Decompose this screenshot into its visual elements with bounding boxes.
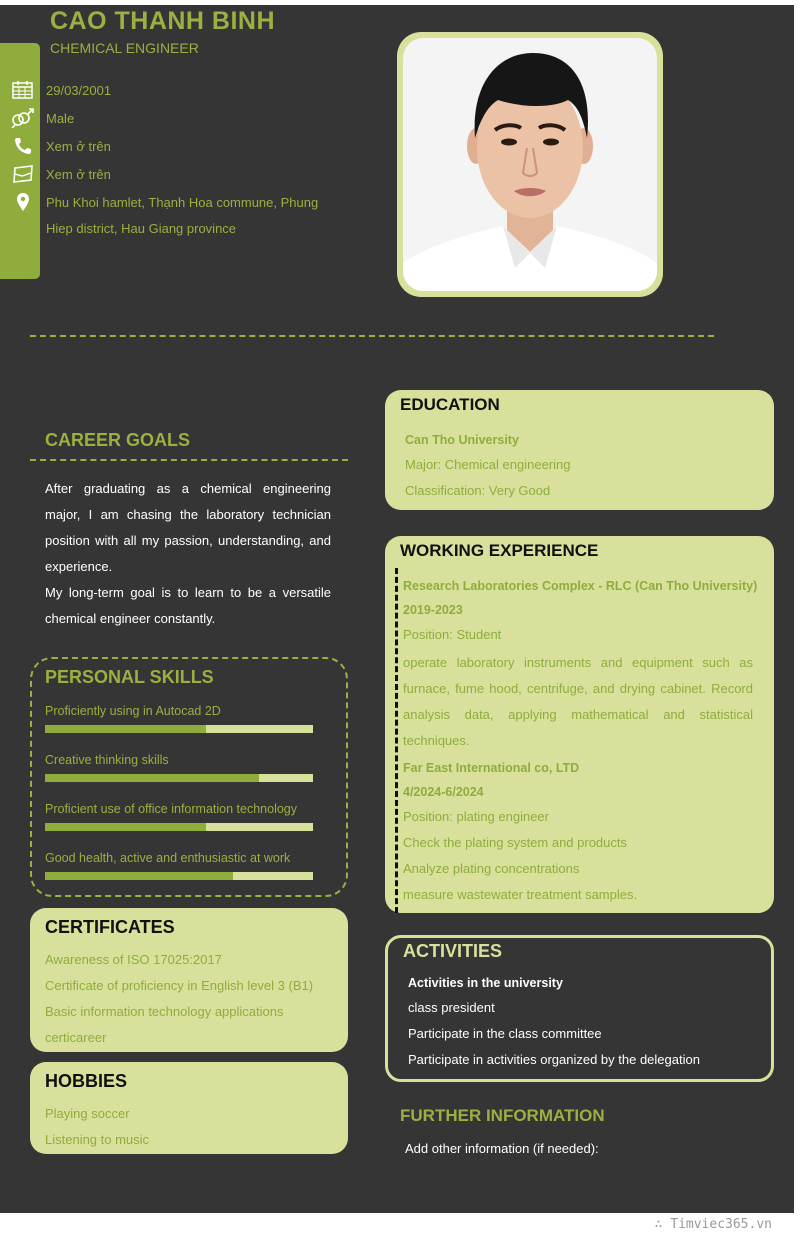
skill-label: Good health, active and enthusiastic at work <box>45 851 291 865</box>
location-icon <box>11 192 35 212</box>
calendar-icon <box>11 80 35 100</box>
hobby-item: Playing soccer <box>45 1106 130 1121</box>
certificate-item: Awareness of ISO 17025:2017 <box>45 952 222 967</box>
career-goals-divider <box>30 459 348 461</box>
email: Xem ở trên <box>46 167 111 182</box>
job-2-position: Position: plating engineer <box>403 809 549 824</box>
further-info-text: Add other information (if needed): <box>405 1141 599 1156</box>
activity-item: Participate in the class committee <box>408 1026 602 1041</box>
skills-title: PERSONAL SKILLS <box>45 667 214 687</box>
job-2-company: Far East International co, LTD <box>403 761 580 775</box>
certificate-item: Certificate of proficiency in English level 3 (B1) <box>45 978 314 993</box>
skill-label: Proficiently using in Autocad 2D <box>45 704 221 718</box>
certificates-title: CERTIFICATES <box>45 917 175 937</box>
career-goals-paragraph-1: After graduating as a chemical engineering major, I am chasing the laboratory technician position with all my passion, understanding, and experience. <box>45 481 331 574</box>
skill-bar <box>45 872 313 880</box>
birthday: 29/03/2001 <box>46 83 112 98</box>
hobby-item: Listening to music <box>45 1132 150 1147</box>
activity-item: Participate in activities organized by the delegation <box>408 1052 700 1067</box>
education-classification: Classification: Very Good <box>405 483 551 498</box>
experience-title: WORKING EXPERIENCE <box>400 541 599 560</box>
job-2-task: Analyze plating concentrations <box>403 861 580 876</box>
gender: Male <box>46 111 75 126</box>
career-goals-paragraph-2: My long-term goal is to learn to be a versatile chemical engineer constantly. <box>45 585 331 626</box>
further-info-title: FURTHER INFORMATION <box>400 1106 605 1125</box>
job-title: CHEMICAL ENGINEER <box>50 40 199 56</box>
header-divider <box>30 335 714 337</box>
job-2-task: Check the plating system and products <box>403 835 628 850</box>
certificate-item: certicareer <box>45 1030 107 1045</box>
info-sidebar <box>0 43 40 279</box>
skill-bar <box>45 774 313 782</box>
phone-icon <box>11 136 35 156</box>
job-1-period: 2019-2023 <box>403 603 463 617</box>
skill-label: Creative thinking skills <box>45 753 169 767</box>
hobbies-title: HOBBIES <box>45 1071 128 1091</box>
brand-watermark: ∴ Timviec365.vn <box>654 1217 772 1232</box>
experience-timeline <box>395 568 398 913</box>
job-2-period: 4/2024-6/2024 <box>403 785 484 799</box>
candidate-name: CAO THANH BINH <box>50 7 276 35</box>
skill-bar-fill <box>45 872 233 880</box>
phone: Xem ở trên <box>46 139 111 154</box>
education-major: Major: Chemical engineering <box>405 457 571 472</box>
career-goals-title: CAREER GOALS <box>45 430 191 450</box>
skill-bar <box>45 823 313 831</box>
gender-icon <box>11 108 35 128</box>
job-1-position: Position: Student <box>403 627 502 642</box>
address-line-1: Phu Khoi hamlet, Thạnh Hoa commune, Phung <box>46 195 319 210</box>
school-name: Can Tho University <box>405 433 519 447</box>
email-icon <box>11 164 35 184</box>
activities-title: ACTIVITIES <box>403 941 503 961</box>
skill-bar-fill <box>45 725 206 733</box>
certificate-item: Basic information technology applications <box>45 1004 284 1019</box>
photo-frame <box>397 32 663 297</box>
education-title: EDUCATION <box>400 395 500 414</box>
cv-page <box>0 5 794 1213</box>
skill-bar-fill <box>45 774 259 782</box>
activity-item: class president <box>408 1000 495 1015</box>
skill-bar-fill <box>45 823 206 831</box>
address-line-2: Hiep district, Hau Giang province <box>46 221 237 236</box>
job-1-company: Research Laboratories Complex - RLC (Can Tho University) <box>403 579 758 593</box>
career-goals-text <box>45 476 331 632</box>
job-1-description: operate laboratory instruments and equipment such as furnace, fume hood, centrifuge, and drying cabinet. Record analysis data, applying mathematical and statistical techniques. <box>403 655 753 748</box>
profile-photo <box>403 38 657 291</box>
skill-bar <box>45 725 313 733</box>
skill-label: Proficient use of office information technology <box>45 802 297 816</box>
activities-heading: Activities in the university <box>408 976 563 990</box>
job-2-task: measure wastewater treatment samples. <box>403 887 638 902</box>
